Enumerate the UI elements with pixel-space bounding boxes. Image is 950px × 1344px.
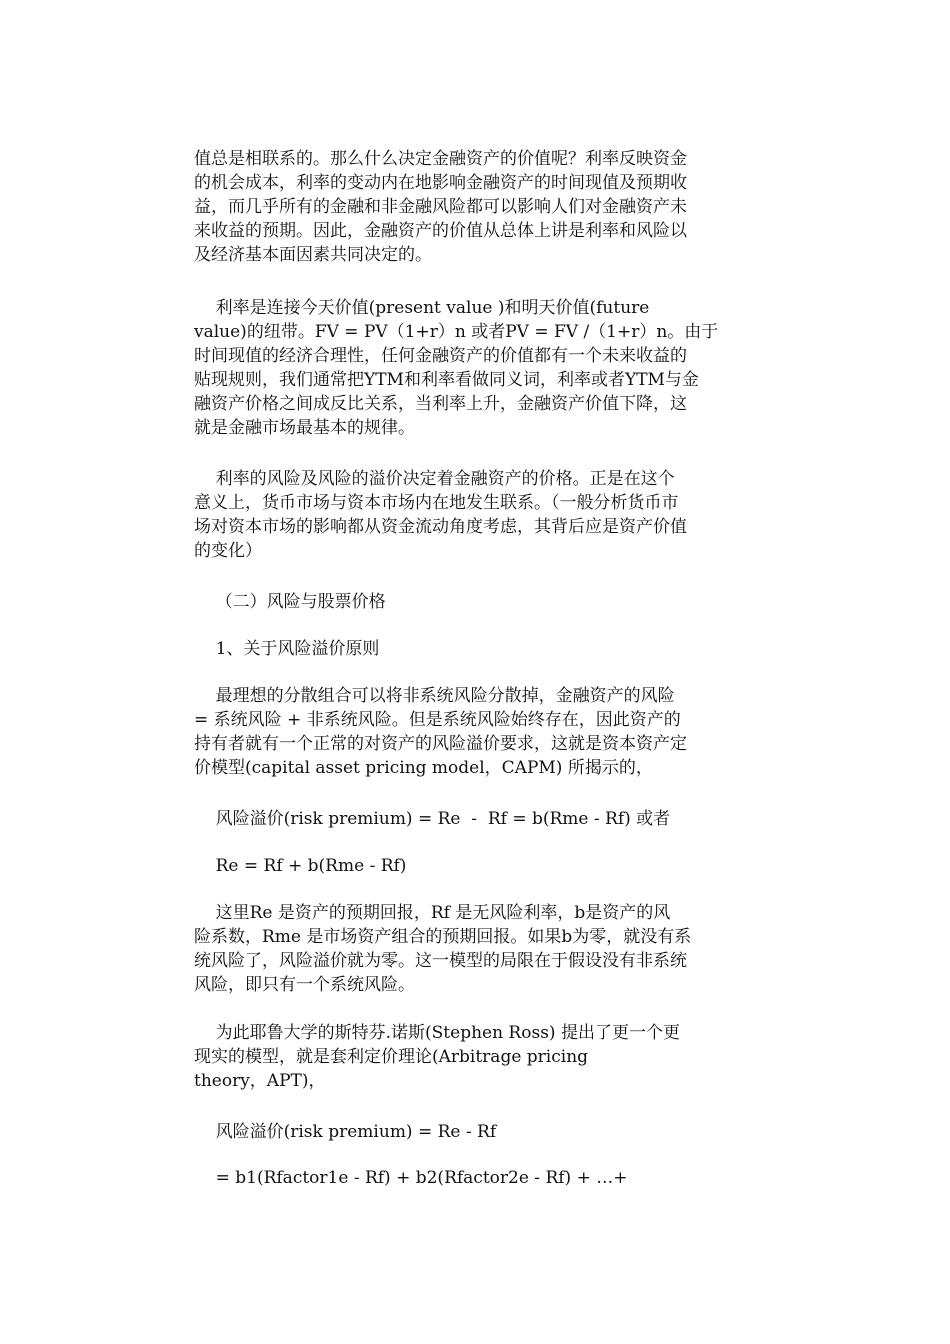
formula-line: Re = Rf + b(Rme - Rf) [194, 856, 407, 876]
paragraph-risk-premium-link [194, 467, 754, 563]
heading-line: 1、关于风险溢价原则 [194, 639, 380, 659]
subsection-heading [194, 637, 754, 661]
formula-apt-premium [194, 1120, 754, 1144]
text-line: 融资产价格之间成反比关系，当利率上升，金融资产价值下降，这 [194, 394, 687, 414]
text-line: 险系数，Rme 是市场资产组合的预期回报。如果b为零，就没有系 [194, 927, 692, 947]
text-line: 值总是相联系的。那么什么决定金融资产的价值呢？利率反映资金 [194, 149, 687, 169]
text-line: 这里Re 是资产的预期回报，Rf 是无风险利率，b是资产的风 [194, 903, 671, 923]
text-line: 的变化） [194, 541, 262, 561]
formula-re [194, 854, 754, 878]
text-line: 及经济基本面因素共同决定的。 [194, 245, 432, 265]
formula-line: 风险溢价(risk premium) = Re - Rf [194, 1122, 497, 1142]
text-line: 来收益的预期。因此，金融资产的价值从总体上讲是利率和风险以 [194, 221, 687, 241]
paragraph-explanation [194, 901, 754, 997]
text-line: 最理想的分散组合可以将非系统风险分散掉，金融资产的风险 [194, 686, 675, 706]
paragraph-intro-continuation [194, 147, 754, 267]
text-line: 利率是连接今天价值(present value )和明天价值(future [194, 298, 650, 318]
text-line: 意义上，货币市场与资本市场内在地发生联系。（一般分析货币市 [194, 493, 679, 513]
heading-line: （二）风险与股票价格 [194, 592, 386, 612]
text-line: 持有者就有一个正常的对资产的风险溢价要求，这就是资本资产定 [194, 734, 687, 754]
text-line: 价模型(capital asset pricing model，CAPM) 所揭示的， [194, 758, 653, 778]
text-line: 现实的模型，就是套利定价理论(Arbitrage pricing [194, 1047, 589, 1067]
text-line: 统风险了，风险溢价就为零。这一模型的局限在于假设没有非系统 [194, 951, 687, 971]
text-line: 场对资本市场的影响都从资金流动角度考虑，其背后应是资产价值 [194, 517, 687, 537]
text-line: 为此耶鲁大学的斯特芬.诺斯(Stephen Ross) 提出了更一个更 [194, 1023, 680, 1043]
text-line: 利率的风险及风险的溢价决定着金融资产的价格。正是在这个 [194, 469, 675, 489]
paragraph-interest-rate [194, 296, 754, 440]
formula-line: 风险溢价(risk premium) = Re - Rf = b(Rme - Rf) 或者 [194, 809, 671, 829]
text-line: value)的纽带。FV = PV（1+r）n 或者PV = FV /（1+r）n。由于 [194, 322, 719, 342]
text-line: 贴现规则，我们通常把YTM和利率看做同义词，利率或者YTM与金 [194, 370, 699, 390]
text-line: 的机会成本，利率的变动内在地影响金融资产的时间现值及预期收 [194, 173, 687, 193]
formula-line: = b1(Rfactor1e - Rf) + b2(Rfactor2e - Rf) + …+ [194, 1168, 628, 1188]
text-line: 就是金融市场最基本的规律。 [194, 418, 415, 438]
text-line: 时间现值的经济合理性，任何金融资产的价值都有一个未来收益的 [194, 346, 687, 366]
section-heading [194, 590, 754, 614]
formula-risk-premium [194, 807, 754, 831]
text-line: = 系统风险 + 非系统风险。但是系统风险始终存在，因此资产的 [194, 710, 681, 730]
paragraph-capm [194, 684, 754, 780]
text-line: theory，APT)， [194, 1071, 326, 1091]
formula-apt-expansion [194, 1166, 754, 1190]
text-line: 益，而几乎所有的金融和非金融风险都可以影响人们对金融资产未 [194, 197, 687, 217]
text-line: 风险，即只有一个系统风险。 [194, 975, 415, 995]
paragraph-apt [194, 1021, 754, 1093]
